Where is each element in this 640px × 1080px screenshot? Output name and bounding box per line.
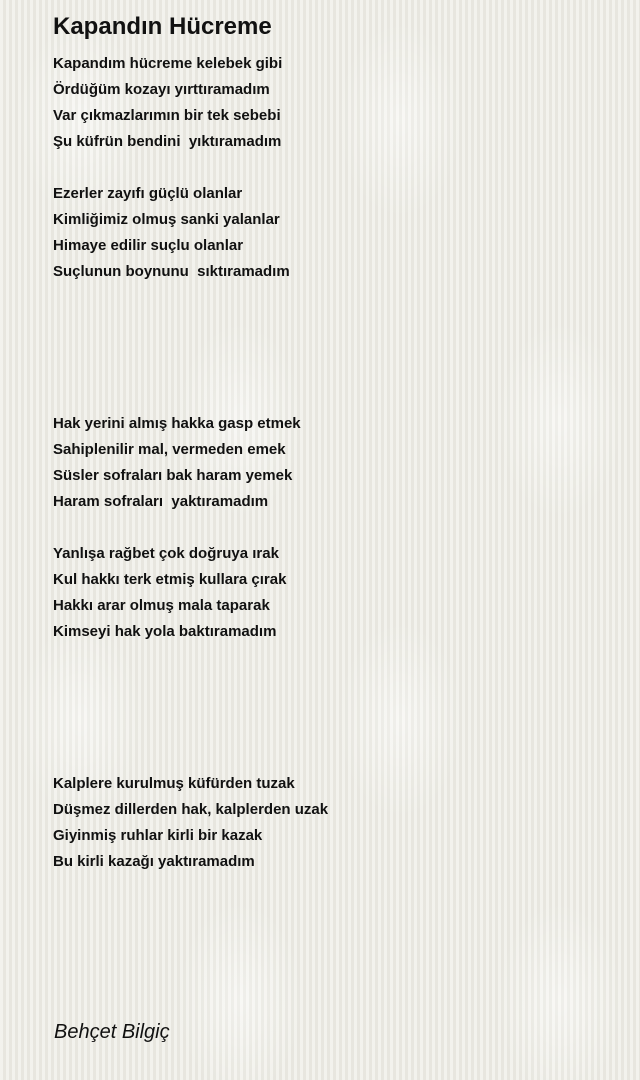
stanza-3 (53, 411, 613, 515)
poem-line: Var çıkmazlarımın bir tek sebebi (53, 107, 281, 124)
poem-body (53, 51, 613, 875)
poem-line: Suçlunun boynunu sıktıramadım (53, 263, 290, 280)
poem-line: Ördüğüm kozayı yırttıramadım (53, 81, 270, 98)
poem-line: Kalplere kurulmuş küfürden tuzak (53, 775, 295, 792)
poem-line: Hak yerini almış hakka gasp etmek (53, 415, 301, 432)
stanza-spacer (53, 285, 613, 411)
poem-line: Hakkı arar olmuş mala taparak (53, 597, 270, 614)
poem-line: Süsler sofraları bak haram yemek (53, 467, 293, 484)
poem-line: Haram sofraları yaktıramadım (53, 493, 269, 510)
poem-line: Kimseyi hak yola baktıramadım (53, 623, 277, 640)
poem-line: Şu küfrün bendini yıktıramadım (53, 133, 282, 150)
stanza-1 (53, 51, 613, 155)
stanza-spacer (53, 515, 613, 541)
stanza-spacer (53, 645, 613, 771)
poem-line: Yanlışa rağbet çok doğruya ırak (53, 545, 279, 562)
poem-line: Kul hakkı terk etmiş kullara çırak (53, 571, 287, 588)
poem-line: Giyinmiş ruhlar kirli bir kazak (53, 827, 263, 844)
stanza-2 (53, 181, 613, 285)
stanza-5 (53, 771, 613, 875)
poem-title: Kapandın Hücreme (53, 13, 272, 40)
poem-line: Kapandım hücreme kelebek gibi (53, 55, 283, 72)
stanza-spacer (53, 155, 613, 181)
poem-line: Sahiplenilir mal, vermeden emek (53, 441, 286, 458)
stanza-4 (53, 541, 613, 645)
poem-line: Kimliğimiz olmuş sanki yalanlar (53, 211, 280, 228)
poem-line: Bu kirli kazağı yaktıramadım (53, 853, 255, 870)
poem-line: Düşmez dillerden hak, kalplerden uzak (53, 801, 329, 818)
poem-author: Behçet Bilgiç (54, 1021, 170, 1043)
poem-line: Himaye edilir suçlu olanlar (53, 237, 244, 254)
poem-line: Ezerler zayıfı güçlü olanlar (53, 185, 243, 202)
